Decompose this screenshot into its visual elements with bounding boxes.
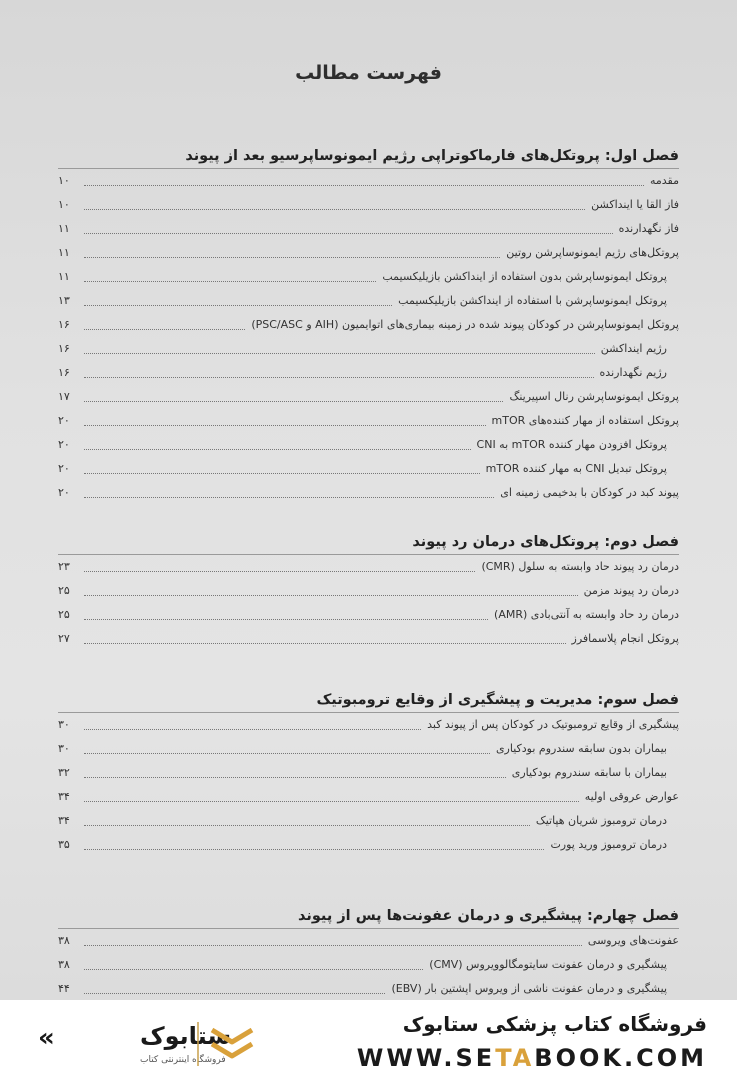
- dot-leader: [84, 570, 475, 572]
- dot-leader: [84, 208, 585, 210]
- toc-entry-page: ۱۷: [58, 390, 70, 403]
- toc-entry-page: ۲۵: [58, 584, 70, 597]
- toc-entry[interactable]: [58, 481, 679, 505]
- dot-leader: [84, 800, 579, 802]
- toc-entry[interactable]: [58, 953, 679, 977]
- toc-entry-label: فاز القا یا اینداکشن: [591, 198, 679, 211]
- toc-entry-label: فاز نگهدارنده: [618, 222, 679, 235]
- toc-entry-page: ۲۰: [58, 438, 70, 451]
- logo-subtext: فروشگاه اینترنتی کتاب: [140, 1055, 226, 1065]
- toc-entry-label: مقدمه: [649, 174, 679, 187]
- toc-entry-label: رژیم اینداکشن: [600, 342, 667, 355]
- dot-leader: [84, 184, 644, 186]
- toc-entry-page: ۱۱: [58, 246, 70, 259]
- toc-entry[interactable]: [58, 337, 679, 361]
- toc-entry-label: پیشگیری و درمان عفونت سایتومگالوویروس (CMV): [429, 958, 667, 971]
- toc-entry[interactable]: [58, 385, 679, 409]
- toc-entry[interactable]: [58, 433, 679, 457]
- chapter-2: [58, 530, 679, 651]
- toc-entry-label: پیوند کبد در کودکان با بدخیمی زمینه ای: [500, 486, 679, 499]
- dot-leader: [84, 328, 245, 330]
- toc-entry-label: پیشگیری و درمان عفونت ناشی از ویروس اپشتین بار (EBV): [391, 982, 667, 995]
- toc-entry[interactable]: [58, 809, 679, 833]
- toc-entry[interactable]: [58, 713, 679, 737]
- dot-leader: [84, 496, 494, 498]
- toc-entry-page: ۳۸: [58, 934, 70, 947]
- dot-leader: [84, 618, 488, 620]
- toc-entry[interactable]: [58, 265, 679, 289]
- toc-entry[interactable]: [58, 313, 679, 337]
- dot-leader: [84, 944, 582, 946]
- toc-entry[interactable]: [58, 785, 679, 809]
- toc-entry-page: ۳۴: [58, 814, 70, 827]
- dot-leader: [84, 448, 471, 450]
- toc-entry-label: پروتکل ایمونوساپرشن بدون استفاده از اینداکشن بازیلیکسیمب: [382, 270, 667, 283]
- dot-leader: [84, 280, 376, 282]
- toc-rows: [58, 169, 679, 505]
- shop-name: فروشگاه کتاب پزشکی ستابوک: [402, 1012, 707, 1036]
- toc-entry-label: پروتکل افزودن مهار کننده mTOR به CNI: [476, 438, 667, 451]
- chapter-4: [58, 904, 679, 1000]
- toc-entry-label: پروتکل ایمونوساپرشن با استفاده از اینداکشن بازیلیکسیمب: [398, 294, 667, 307]
- dot-leader: [84, 472, 480, 474]
- toc-entry[interactable]: [58, 193, 679, 217]
- chapter-title: فصل دوم: پروتکل‌های درمان رد پیوند: [58, 530, 679, 555]
- toc-entry[interactable]: [58, 361, 679, 385]
- dot-leader: [84, 752, 490, 754]
- toc-entry-page: ۳۴: [58, 790, 70, 803]
- toc-entry-page: ۳۵: [58, 838, 70, 851]
- store-footer-banner: [0, 1000, 737, 1080]
- toc-entry-label: پروتکل ایمونوساپرشن در کودکان پیوند شده در زمینه بیماری‌های اتوایمیون (AIH و PSC/ASC): [251, 318, 679, 331]
- toc-entry-page: ۳۰: [58, 718, 70, 731]
- dot-leader: [84, 232, 613, 234]
- toc-entry-page: ۱۶: [58, 366, 70, 379]
- shop-url-link[interactable]: [357, 1044, 707, 1072]
- toc-rows: [58, 555, 679, 651]
- toc-entry-label: پروتکل انجام پلاسمافرز: [571, 632, 679, 645]
- toc-entry[interactable]: [58, 289, 679, 313]
- toc-entry-label: درمان ترومبوز ورید پورت: [550, 838, 667, 851]
- toc-entry-label: پروتکل تبدیل CNI به مهار کننده mTOR: [485, 462, 667, 475]
- toc-entry-page: ۳۸: [58, 958, 70, 971]
- url-accent: TA: [495, 1044, 535, 1072]
- setabook-logo[interactable]: [30, 1016, 260, 1070]
- toc-entry-label: درمان رد پیوند مزمن: [583, 584, 679, 597]
- dot-leader: [84, 256, 500, 258]
- toc-entry-page: ۱۳: [58, 294, 70, 307]
- dot-leader: [84, 376, 594, 378]
- toc-entry-page: ۴۴: [58, 982, 70, 995]
- toc-entry-label: بیماران با سابقه سندروم بودکیاری: [511, 766, 667, 779]
- toc-entry[interactable]: [58, 217, 679, 241]
- dot-leader: [84, 992, 385, 994]
- chapter-3: [58, 688, 679, 857]
- dot-leader: [84, 424, 486, 426]
- dot-leader: [84, 728, 421, 730]
- dot-leader: [84, 642, 566, 644]
- dot-leader: [84, 400, 503, 402]
- dot-leader: [84, 824, 530, 826]
- toc-entry-label: بیماران بدون سابقه سندروم بودکیاری: [495, 742, 667, 755]
- toc-entry-page: ۱۰: [58, 174, 70, 187]
- toc-rows: [58, 929, 679, 1000]
- toc-entry-page: ۳۲: [58, 766, 70, 779]
- url-prefix: WWW.SE: [356, 1044, 496, 1072]
- toc-entry[interactable]: [58, 761, 679, 785]
- toc-entry[interactable]: [58, 603, 679, 627]
- toc-entry-label: پیشگیری از وقایع ترومبوتیک در کودکان پس از پیوند کبد: [427, 718, 679, 731]
- chapter-1: [58, 144, 679, 505]
- chapter-title: فصل اول: پروتکل‌های فارماکوتراپی رژیم ایمونوساپرسیو بعد از پیوند: [58, 144, 679, 169]
- toc-entry-page: ۲۷: [58, 632, 70, 645]
- toc-entry-page: ۱۶: [58, 318, 70, 331]
- toc-entry[interactable]: [58, 555, 679, 579]
- toc-entry[interactable]: [58, 929, 679, 953]
- toc-entry[interactable]: [58, 833, 679, 857]
- toc-entry-page: ۲۰: [58, 486, 70, 499]
- toc-entry-page: ۲۵: [58, 608, 70, 621]
- toc-entry-page: ۲۰: [58, 414, 70, 427]
- logo-text: ستابوک: [140, 1022, 232, 1050]
- toc-entry-label: عفونت‌های ویروسی: [587, 934, 679, 947]
- toc-entry-label: پروتکل ایمونوساپرشن رنال اسپیرینگ: [509, 390, 679, 403]
- chapter-title: فصل سوم: مدیریت و پیشگیری از وقایع ترومبوتیک: [58, 688, 679, 713]
- dot-leader: [84, 594, 578, 596]
- toc-entry-label: درمان رد حاد وابسته به آنتی‌بادی (AMR): [494, 608, 679, 621]
- toc-entry[interactable]: [58, 579, 679, 603]
- url-suffix: BOOK.COM: [534, 1044, 707, 1072]
- toc-entry-label: عوارض عروقی اولیه: [584, 790, 679, 803]
- toc-entry-label: درمان رد پیوند حاد وابسته به سلول (CMR): [481, 560, 679, 573]
- toc-entry[interactable]: [58, 457, 679, 481]
- dot-leader: [84, 848, 544, 850]
- toc-entry[interactable]: [58, 977, 679, 1000]
- toc-entry-page: ۱۱: [58, 222, 70, 235]
- dot-leader: [84, 352, 595, 354]
- toc-entry-page: ۱۰: [58, 198, 70, 211]
- toc-entry[interactable]: [58, 737, 679, 761]
- toc-entry[interactable]: [58, 409, 679, 433]
- dot-leader: [84, 304, 392, 306]
- toc-entry-page: ۱۱: [58, 270, 70, 283]
- dot-leader: [84, 776, 506, 778]
- toc-entry-page: ۳۰: [58, 742, 70, 755]
- toc-entry[interactable]: [58, 627, 679, 651]
- toc-entry[interactable]: [58, 169, 679, 193]
- toc-rows: [58, 713, 679, 857]
- toc-entry-label: پروتکل استفاده از مهار کننده‌های mTOR: [491, 414, 679, 427]
- toc-entry-label: درمان ترومبوز شریان هپاتیک: [535, 814, 667, 827]
- page-title: فهرست مطالب: [295, 62, 442, 84]
- toc-entry-page: ۱۶: [58, 342, 70, 355]
- logo-chevrons-glyph: «: [38, 1023, 55, 1053]
- chapter-title: فصل چهارم: پیشگیری و درمان عفونت‌ها پس از پیوند: [58, 904, 679, 929]
- toc-entry-label: پروتکل‌های رژیم ایمونوساپرشن روتین: [506, 246, 679, 259]
- toc-entry-label: رژیم نگهدارنده: [599, 366, 667, 379]
- toc-entry[interactable]: [58, 241, 679, 265]
- dot-leader: [84, 968, 423, 970]
- toc-entry-page: ۲۳: [58, 560, 70, 573]
- toc-entry-page: ۲۰: [58, 462, 70, 475]
